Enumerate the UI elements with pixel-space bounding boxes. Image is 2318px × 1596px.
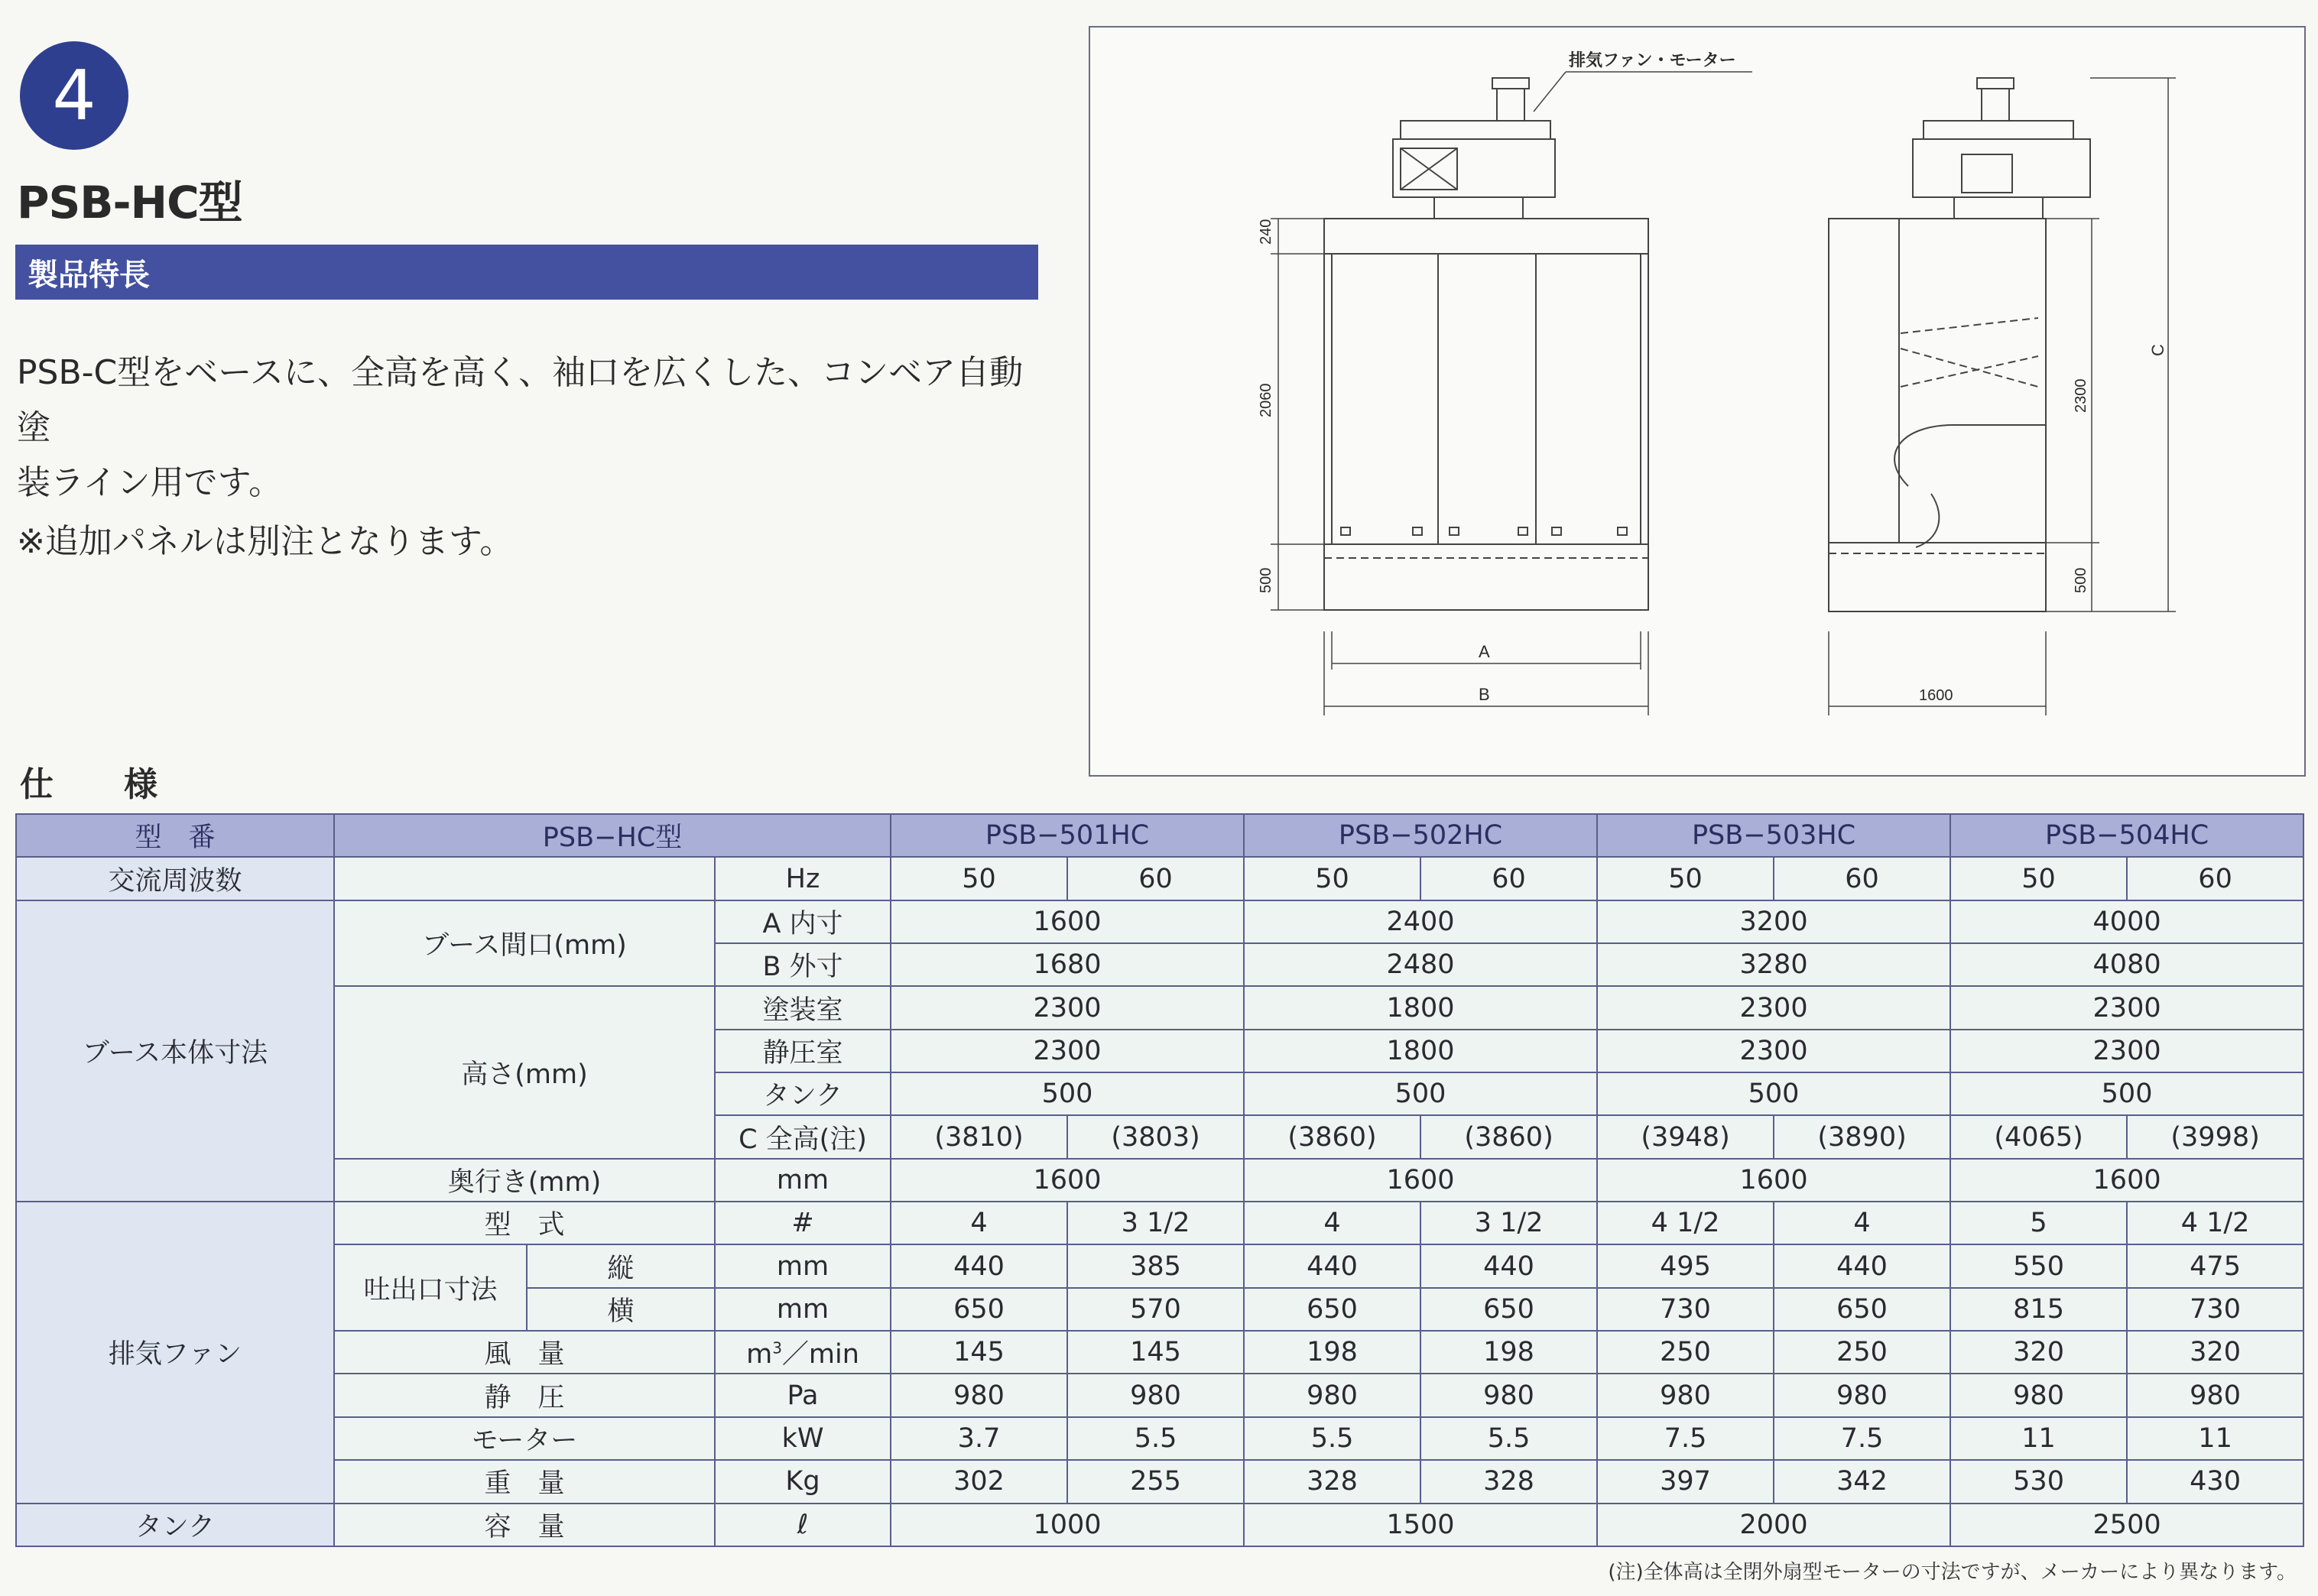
freq-unit: Hz xyxy=(715,857,891,900)
airflow-value: 320 xyxy=(1950,1331,2127,1374)
a-inner-value: 1600 xyxy=(891,900,1244,943)
front-dimensions xyxy=(1271,219,1648,715)
tank-capacity-value: 1000 xyxy=(891,1504,1244,1547)
static-room-value: 1800 xyxy=(1244,1030,1597,1072)
dim-500-front: 500 xyxy=(1258,567,1274,593)
weight-value: 302 xyxy=(891,1460,1067,1503)
freq-label: 交流周波数 xyxy=(16,857,334,900)
b-outer-label: B 外寸 xyxy=(715,943,891,986)
header-type: PSB−HC型 xyxy=(334,814,891,857)
motor-value: 3.7 xyxy=(891,1417,1067,1460)
depth-unit: mm xyxy=(715,1159,891,1202)
total-height-value: (3860) xyxy=(1244,1115,1420,1158)
airflow-unit xyxy=(715,1331,891,1374)
table-row xyxy=(16,986,2303,1029)
motor-value: 7.5 xyxy=(1774,1417,1950,1460)
front-booth-body xyxy=(1324,219,1648,610)
depth-value: 1600 xyxy=(1950,1159,2303,1202)
paint-room-value: 1800 xyxy=(1244,986,1597,1029)
b-outer-value: 1680 xyxy=(891,943,1244,986)
outlet-v-value: 550 xyxy=(1950,1244,2127,1287)
a-inner-value: 2400 xyxy=(1244,900,1597,943)
outlet-h-value: 650 xyxy=(1244,1288,1420,1331)
total-height-value: (3998) xyxy=(2127,1115,2303,1158)
static-room-value: 2300 xyxy=(891,1030,1244,1072)
depth-value: 1600 xyxy=(1597,1159,1950,1202)
freq-value: 50 xyxy=(1244,857,1420,900)
total-height-value: (4065) xyxy=(1950,1115,2127,1158)
b-outer-value: 3280 xyxy=(1597,943,1950,986)
header-model-502: PSB−502HC xyxy=(1244,814,1597,857)
paint-room-value: 2300 xyxy=(1597,986,1950,1029)
paint-room-label: 塗装室 xyxy=(715,986,891,1029)
weight-value: 430 xyxy=(2127,1460,2303,1503)
spec-heading: 仕 様 xyxy=(20,765,176,804)
table-row xyxy=(16,1374,2303,1416)
outlet-v-value: 440 xyxy=(1244,1244,1420,1287)
tank-capacity-label: 容 量 xyxy=(334,1504,715,1547)
dim-2060: 2060 xyxy=(1258,383,1274,417)
dim-500-side: 500 xyxy=(2073,567,2089,593)
table-row xyxy=(16,1460,2303,1503)
pressure-value: 980 xyxy=(1774,1374,1950,1416)
outlet-label: 吐出口寸法 xyxy=(334,1244,527,1331)
total-height-value: (3890) xyxy=(1774,1115,1950,1158)
freq-value: 60 xyxy=(2127,857,2303,900)
static-room-label: 静圧室 xyxy=(715,1030,891,1072)
weight-value: 255 xyxy=(1067,1460,1244,1503)
motor-value: 5.5 xyxy=(1420,1417,1597,1460)
outlet-h-value: 570 xyxy=(1067,1288,1244,1331)
dim-2300: 2300 xyxy=(2073,378,2089,413)
motor-value: 7.5 xyxy=(1597,1417,1774,1460)
exhaust-fan-label: 排気ファン xyxy=(16,1202,334,1503)
table-row xyxy=(16,857,2303,900)
motor-unit: kW xyxy=(715,1417,891,1460)
b-outer-value: 4080 xyxy=(1950,943,2303,986)
side-booth-body xyxy=(1829,219,2046,611)
paint-room-value: 2300 xyxy=(1950,986,2303,1029)
spec-table xyxy=(15,813,2304,1547)
static-room-value: 2300 xyxy=(1597,1030,1950,1072)
table-row xyxy=(16,1417,2303,1460)
motor-value: 11 xyxy=(1950,1417,2127,1460)
pressure-value: 980 xyxy=(1950,1374,2127,1416)
section-number-badge xyxy=(20,41,128,150)
dim-c: C xyxy=(2148,344,2167,356)
airflow-value: 250 xyxy=(1774,1331,1950,1374)
fan-type-unit: # xyxy=(715,1202,891,1244)
total-height-value: (3948) xyxy=(1597,1115,1774,1158)
outlet-h-value: 730 xyxy=(1597,1288,1774,1331)
freq-value: 60 xyxy=(1420,857,1597,900)
fan-type-value: 4 xyxy=(1244,1202,1420,1244)
tank-label: タンク xyxy=(16,1504,334,1547)
outlet-v-value: 440 xyxy=(891,1244,1067,1287)
airflow-value: 198 xyxy=(1420,1331,1597,1374)
pressure-label: 静 圧 xyxy=(334,1374,715,1416)
airflow-value: 320 xyxy=(2127,1331,2303,1374)
outlet-v-value: 440 xyxy=(1420,1244,1597,1287)
table-row xyxy=(16,900,2303,943)
description xyxy=(17,345,1057,511)
outlet-h-unit: mm xyxy=(715,1288,891,1331)
technical-drawing xyxy=(1089,26,2306,777)
side-fan-motor xyxy=(1913,78,2090,219)
section-number: 4 xyxy=(52,55,96,136)
total-height-value: (3810) xyxy=(891,1115,1067,1158)
motor-value: 5.5 xyxy=(1244,1417,1420,1460)
motor-label: モーター xyxy=(334,1417,715,1460)
depth-value: 1600 xyxy=(891,1159,1244,1202)
table-row xyxy=(16,1244,2303,1287)
weight-value: 342 xyxy=(1774,1460,1950,1503)
depth-label: 奥行き(mm) xyxy=(334,1159,715,1202)
pressure-value: 980 xyxy=(1244,1374,1420,1416)
booth-dims-label: ブース本体寸法 xyxy=(16,900,334,1202)
front-fan-motor xyxy=(1393,78,1555,219)
height-label: 高さ(mm) xyxy=(334,986,715,1158)
pressure-value: 980 xyxy=(2127,1374,2303,1416)
airflow-label: 風 量 xyxy=(334,1331,715,1374)
header-model-no: 型 番 xyxy=(16,814,334,857)
outlet-v-unit: mm xyxy=(715,1244,891,1287)
weight-value: 328 xyxy=(1420,1460,1597,1503)
airflow-value: 250 xyxy=(1597,1331,1774,1374)
total-height-value: (3803) xyxy=(1067,1115,1244,1158)
a-inner-value: 4000 xyxy=(1950,900,2303,943)
footnote: (注)全体高は全閉外扇型モーターの寸法ですが、メーカーにより異なります。 xyxy=(1608,1561,2297,1584)
header-model-503: PSB−503HC xyxy=(1597,814,1950,857)
motor-value: 11 xyxy=(2127,1417,2303,1460)
note: ※追加パネルは別注となります。 xyxy=(17,522,514,561)
tank-height-label: タンク xyxy=(715,1072,891,1115)
outlet-v-value: 385 xyxy=(1067,1244,1244,1287)
fan-label-leader xyxy=(1534,72,1752,112)
table-row xyxy=(16,1202,2303,1244)
paint-room-value: 2300 xyxy=(891,986,1244,1029)
total-height-label: C 全高(注) xyxy=(715,1115,891,1158)
depth-value: 1600 xyxy=(1244,1159,1597,1202)
description-line-2: 装ライン用です。 xyxy=(17,463,283,502)
tank-capacity-value: 1500 xyxy=(1244,1504,1597,1547)
outlet-h-value: 650 xyxy=(1774,1288,1950,1331)
fan-type-value: 4 1/2 xyxy=(1597,1202,1774,1244)
outlet-h-value: 815 xyxy=(1950,1288,2127,1331)
outlet-h-label: 横 xyxy=(527,1288,715,1331)
weight-value: 530 xyxy=(1950,1460,2127,1503)
tank-capacity-value: 2000 xyxy=(1597,1504,1950,1547)
fan-type-value: 4 xyxy=(891,1202,1067,1244)
airflow-unit-sup: 3 xyxy=(772,1338,782,1358)
outlet-v-value: 440 xyxy=(1774,1244,1950,1287)
table-row xyxy=(16,1331,2303,1374)
fan-motor-label: 排気ファン・モーター xyxy=(1569,50,1736,70)
fan-type-value: 4 1/2 xyxy=(2127,1202,2303,1244)
outlet-h-value: 730 xyxy=(2127,1288,2303,1331)
dim-b: B xyxy=(1479,685,1490,704)
dim-1600: 1600 xyxy=(1919,687,1953,704)
freq-value: 50 xyxy=(1950,857,2127,900)
header-model-504: PSB−504HC xyxy=(1950,814,2303,857)
freq-value: 50 xyxy=(1597,857,1774,900)
pressure-value: 980 xyxy=(1067,1374,1244,1416)
outlet-v-value: 475 xyxy=(2127,1244,2303,1287)
airflow-value: 145 xyxy=(1067,1331,1244,1374)
outlet-h-value: 650 xyxy=(1420,1288,1597,1331)
motor-value: 5.5 xyxy=(1067,1417,1244,1460)
outlet-v-value: 495 xyxy=(1597,1244,1774,1287)
tank-capacity-unit: ℓ xyxy=(715,1504,891,1547)
header-row xyxy=(16,814,2303,857)
a-inner-label: A 内寸 xyxy=(715,900,891,943)
opening-label: ブース間口(mm) xyxy=(334,900,715,987)
freq-value: 60 xyxy=(1774,857,1950,900)
fan-type-value: 5 xyxy=(1950,1202,2127,1244)
fan-type-label: 型 式 xyxy=(334,1202,715,1244)
weight-label: 重 量 xyxy=(334,1460,715,1503)
a-inner-value: 3200 xyxy=(1597,900,1950,943)
feature-heading: 製品特長 xyxy=(15,245,1038,300)
tank-height-value: 500 xyxy=(1597,1072,1950,1115)
weight-unit: Kg xyxy=(715,1460,891,1503)
dim-a: A xyxy=(1479,642,1490,661)
static-room-value: 2300 xyxy=(1950,1030,2303,1072)
table-row xyxy=(16,1504,2303,1547)
fan-type-value: 4 xyxy=(1774,1202,1950,1244)
fan-type-value: 3 1/2 xyxy=(1067,1202,1244,1244)
table-row xyxy=(16,1159,2303,1202)
freq-blank xyxy=(334,857,715,900)
weight-value: 397 xyxy=(1597,1460,1774,1503)
tank-height-value: 500 xyxy=(1950,1072,2303,1115)
pressure-value: 980 xyxy=(1420,1374,1597,1416)
outlet-h-value: 650 xyxy=(891,1288,1067,1331)
freq-value: 50 xyxy=(891,857,1067,900)
airflow-unit-rest: ／min xyxy=(781,1339,859,1371)
pressure-value: 980 xyxy=(891,1374,1067,1416)
side-dimensions xyxy=(1829,78,2176,715)
tank-height-value: 500 xyxy=(891,1072,1244,1115)
model-title: PSB-HC型 xyxy=(17,177,242,229)
header-model-501: PSB−501HC xyxy=(891,814,1244,857)
pressure-value: 980 xyxy=(1597,1374,1774,1416)
total-height-value: (3860) xyxy=(1420,1115,1597,1158)
fan-type-value: 3 1/2 xyxy=(1420,1202,1597,1244)
b-outer-value: 2480 xyxy=(1244,943,1597,986)
dim-240: 240 xyxy=(1258,219,1274,245)
weight-value: 328 xyxy=(1244,1460,1420,1503)
pressure-unit: Pa xyxy=(715,1374,891,1416)
airflow-value: 145 xyxy=(891,1331,1067,1374)
freq-value: 60 xyxy=(1067,857,1244,900)
airflow-value: 198 xyxy=(1244,1331,1420,1374)
tank-height-value: 500 xyxy=(1244,1072,1597,1115)
description-line-1: PSB-C型をベースに、全高を高く、袖口を広くした、コンベア自動塗 xyxy=(17,353,1024,447)
airflow-unit-base: m xyxy=(746,1339,773,1371)
tank-capacity-value: 2500 xyxy=(1950,1504,2303,1547)
outlet-v-label: 縦 xyxy=(527,1244,715,1287)
